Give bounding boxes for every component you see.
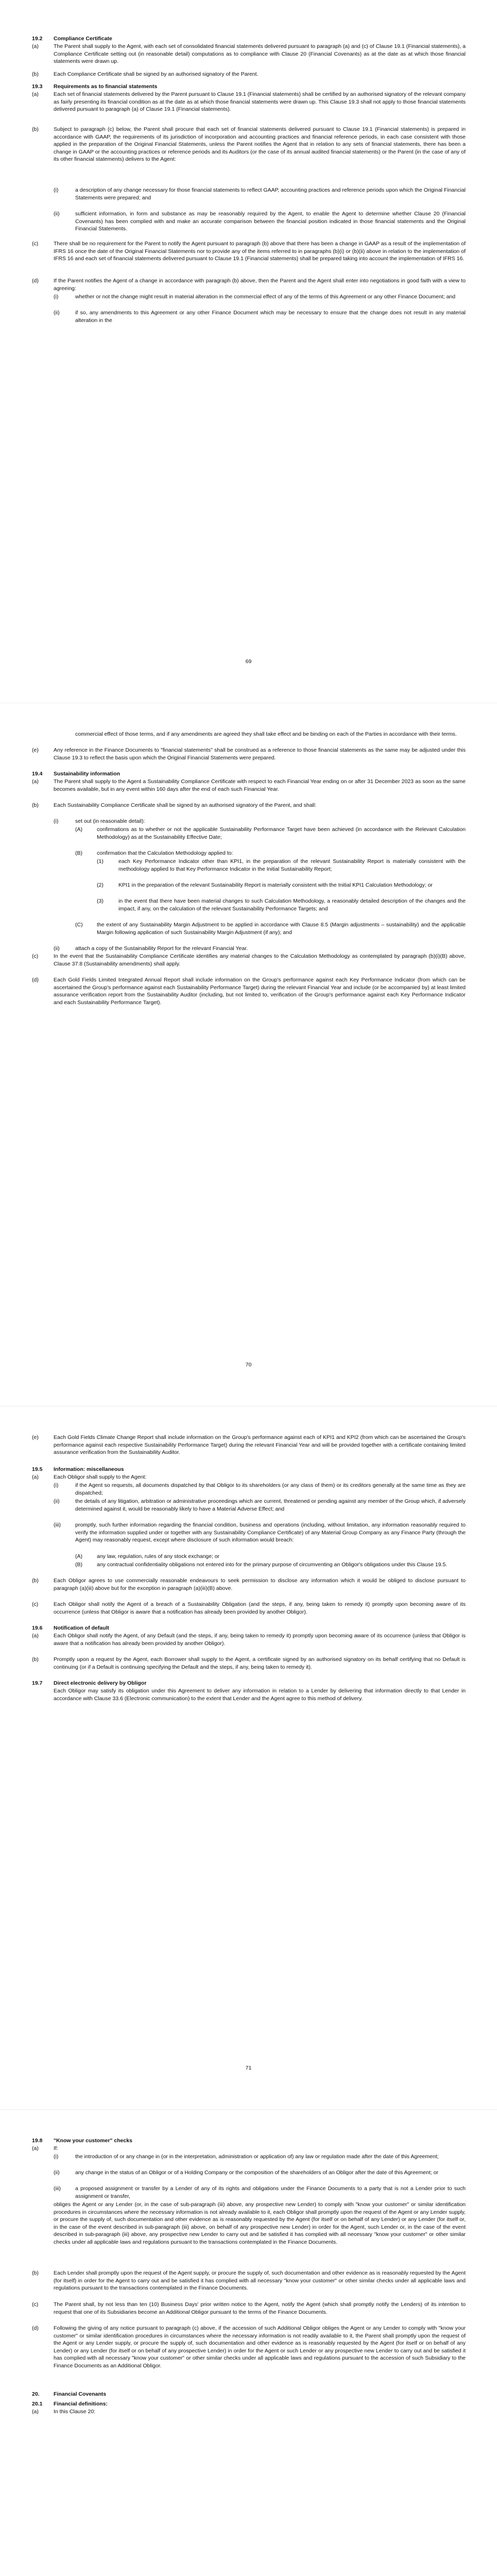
clause-heading: Financial definitions: bbox=[54, 2401, 108, 2407]
paragraph: set out (in reasonable detail): bbox=[75, 818, 145, 824]
clause-heading: "Know your customer" checks bbox=[54, 2138, 132, 2144]
para-label: (2) bbox=[97, 882, 104, 888]
para-label: (B) bbox=[75, 850, 82, 856]
paragraph: Each Sustainability Compliance Certificate shall be signed by an authorised signatory of the Parent, and shall: bbox=[54, 802, 317, 808]
para-label: (i) bbox=[54, 187, 59, 193]
para-label: (a) bbox=[32, 778, 39, 785]
paragraph: Subject to paragraph (c) below, the Parent shall procure that each set of financial statements delivered pursuant to Clause 19.1 (Financial statements) is prepared in accordance with GAAP, the requirements of its jurisdiction of incorporation and accounting practices and financial reference periods, in each case consistent with those applied in the preparation of the Original Financial Statements, unless the Parent notifies the Agent that in relation to any sets of financial statements, there has been a change in GAAP or the accounting practices or reference periods and its Auditors (or the case of its annual audited financial statements) or the Parent (in the case of any of its other financial statements) delivers to the Agent: bbox=[54, 126, 466, 163]
para-label: (c) bbox=[32, 241, 39, 247]
paragraph: the extent of any Sustainability Margin Adjustment to be applied in accordance with Clause 8.5 (Margin adjustments – sustainability) and the applicable Margin following application of such Sustainability Margin Adjustment (if any); and bbox=[97, 922, 466, 936]
paragraph: sufficient information, in form and substance as may be reasonably required by the Agent, to enable the Agent to determine whether Clause 20 (Financial Covenants) has been complied with and make an accurate comparison between the financial position indicated in those financial statements and the Original Financial Statements. bbox=[75, 211, 466, 232]
para-label: (c) bbox=[32, 2301, 39, 2308]
paragraph: any contractual confidentiality obligations not entered into for the primary purpose of circumventing an Obligor's obligations under this Clause 19.5. bbox=[97, 1562, 448, 1568]
paragraph: Each Compliance Certificate shall be signed by an authorised signatory of the Parent. bbox=[54, 71, 259, 77]
document-page-69 bbox=[0, 0, 497, 703]
paragraph: The Parent shall supply to the Agent, with each set of consolidated financial statements delivered pursuant to paragraph (a) and (c) of Clause 19.1 (Financial statements), a Compliance Certificate setting out (in reasonable detail) computations as to compliance with Clause 20 (Financial Covenants) as at the date as at which those financial statements were drawn up. bbox=[54, 43, 466, 65]
paragraph: a proposed assignment or transfer by a Lender of any of its rights and obligations under the Finance Documents to a party that is not a Lender prior to such assignment or transfer, bbox=[75, 2185, 466, 2199]
document-page-72 bbox=[0, 2110, 497, 2576]
para-label: (b) bbox=[32, 1578, 39, 1584]
paragraph: a description of any change necessary for those financial statements to reflect GAAP, accounting practices and reference periods upon which the Original Financial Statements were prepared; and bbox=[75, 187, 466, 201]
paragraph: Promptly upon a request by the Agent, each Borrower shall supply to the Agent, a certificate signed by an authorised signatory on its behalf certifying that no Default is continuing (or if a Default is continuing specifying the Default and the steps, if any, being taken to remedy it). bbox=[54, 1656, 466, 1670]
paragraph: In the event that the Sustainability Compliance Certificate identifies any material changes to the Calculation Methodology as contemplated by paragraph (b)(i)(B) above, Clause 37.8 (Sustainability amendments) shall apply. bbox=[54, 953, 466, 967]
paragraph: attach a copy of the Sustainability Report for the relevant Financial Year. bbox=[75, 945, 248, 952]
para-label: (C) bbox=[75, 922, 83, 928]
paragraph: Each Obligor shall notify the Agent of a breach of a Sustainability Obligation (and the steps, if any, being taken to remedy it) promptly upon becoming aware of its occurrence (unless that Obligor is aware that a notification has already been provided by another Obligor). bbox=[54, 1601, 466, 1615]
para-label: (ii) bbox=[54, 310, 60, 316]
paragraph: If: bbox=[54, 2145, 58, 2151]
paragraph: Following the giving of any notice pursuant to paragraph (c) above, if the accession of such Additional Obligor obliges the Agent or any Lender to comply with "know your customer" or similar identification procedures in circumstances where the necessary information is not readily available to it, the Parent shall promptly upon the request of the Agent or any Lender supply, or procure the supply of, such documentation and other evidence as is reasonably requested by the Agent (for itself or on behalf of any Lender) or any Lender (for itself or on behalf of any prospective Lender) in order for the Agent or such Lender or any prospective new Lender to carry out and be satisfied it has complied with all necessary "know your customer" or other similar checks under all applicable laws and regulations pursuant to the accession of such Subsidiary to the Finance Documents as an Additional Obligor. bbox=[54, 2325, 466, 2369]
para-label: (i) bbox=[54, 294, 59, 300]
clause-number: 19.7 bbox=[32, 1680, 43, 1686]
paragraph: If the Parent notifies the Agent of a change in accordance with paragraph (b) above, then the Parent and the Agent shall enter into negotiations in good faith with a view to agreeing: bbox=[54, 278, 466, 292]
paragraph: Each Gold Fields Limited Integrated Annual Report shall include information on the Group's performance against each Key Performance Indicator (from which can be ascertained the Group's performance against each Sustainability Performance Target) during the relevant Financial Year and include (or be accompanied by) at least limited assurance verification report from the Sustainability Auditor (including, but not limited to, verification of the Group's performance against each Key Performance Indicator and each Sustainability Performance Target). bbox=[54, 977, 466, 1006]
paragraph: promptly, such further information regarding the financial condition, business and operations (including, without limitation, any information reasonably required to verify the information supplied under or together with any Sustainability Compliance Certificate) of any Material Group Company as any Finance Party (through the Agent) may reasonably request, except where disclosure of such information would breach: bbox=[75, 1522, 466, 1544]
paragraph: confirmation that the Calculation Methodology applied to: bbox=[97, 850, 233, 856]
para-label: (A) bbox=[75, 826, 82, 833]
clause-number: 19.3 bbox=[32, 83, 43, 90]
paragraph: Each set of financial statements delivered by the Parent pursuant to Clause 19.1 (Financial statements) shall be certified by an authorised signatory of the relevant company as fairly presenting its financial condition as at the date as at which those financial statements were drawn up. This Clause 19.3 shall not apply to those financial statements delivered pursuant to paragraph (a) of Clause 19.1 (Financial statements). bbox=[54, 91, 466, 113]
document-page-70 bbox=[0, 703, 497, 1406]
section-number: 20. bbox=[32, 2391, 40, 2397]
para-label: (c) bbox=[32, 1601, 39, 1607]
clause-number: 19.5 bbox=[32, 1466, 43, 1472]
paragraph: There shall be no requirement for the Parent to notify the Agent pursuant to paragraph (b) above that there has been a change in GAAP as a result of the implementation of IFRS 16 once the date of the Original Financial Statements nor to provide any of the items referred to in paragraphs (b)(i) or (b)(ii) above in relation to the implementation of IFRS 16 and each set of financial statements delivered pursuant to Clause 19.1 (Financial statements) shall be prepared taking into account the implementation of IFRS 16. bbox=[54, 241, 466, 262]
paragraph: The Parent shall, by not less than ten (10) Business Days' prior written notice to the Agent, notify the Agent (which shall promptly notify the Lenders) of its intention to request that one of its Subsidiaries become an Additional Obligor pursuant to the terms of the Finance Documents. bbox=[54, 2301, 466, 2315]
paragraph: any law, regulation, rules of any stock exchange; or bbox=[97, 1553, 220, 1560]
clause-heading: Sustainability information bbox=[54, 771, 120, 777]
para-label: (a) bbox=[32, 2409, 39, 2415]
para-label: (d) bbox=[32, 977, 39, 983]
para-label: (e) bbox=[32, 747, 39, 753]
section-heading: Financial Covenants bbox=[54, 2391, 107, 2397]
paragraph: The Parent shall supply to the Agent a Sustainability Compliance Certificate with respect to each Financial Year ending on or after 31 December 2023 as soon as the same becomes available, but in any event within 160 days after the end of each such Financial Year. bbox=[54, 778, 466, 792]
paragraph: Each Obligor agrees to use commercially reasonable endeavours to seek permission to disclose any information which it would be obliged to disclose pursuant to paragraph (a)(iii) above but for the exception in paragraph (a)(iii)(B) above. bbox=[54, 1578, 466, 1591]
para-label: (i) bbox=[54, 2154, 59, 2160]
clause-number: 20.1 bbox=[32, 2401, 43, 2407]
clause-heading: Requirements as to financial statements bbox=[54, 83, 158, 90]
paragraph: Each Gold Fields Climate Change Report shall include information on the Group's performance against each of KPI1 and KPI2 (from which can be ascertained the Group's performance against each respective Sustainability Performance Target) during the relevant Financial Year and will be provided together with a certificate containing limited assurance verification from the Sustainability Auditor. bbox=[54, 1434, 466, 1456]
para-label: (a) bbox=[32, 1633, 39, 1639]
para-label: (b) bbox=[32, 71, 39, 77]
clause-number: 19.2 bbox=[32, 36, 43, 42]
clause-number: 19.8 bbox=[32, 2138, 43, 2144]
page-number: 70 bbox=[245, 1362, 252, 1368]
para-label: (iii) bbox=[54, 1522, 61, 1528]
clause-number: 19.4 bbox=[32, 771, 43, 777]
para-label: (i) bbox=[54, 818, 59, 824]
para-label: (a) bbox=[32, 2145, 39, 2151]
paragraph: if so, any amendments to this Agreement or any other Finance Document which may be necessary to ensure that the change does not result in any material alteration in the bbox=[75, 310, 466, 324]
paragraph: In this Clause 20: bbox=[54, 2409, 96, 2415]
para-label: (3) bbox=[97, 898, 104, 904]
para-label: (iii) bbox=[54, 2185, 61, 2192]
paragraph: commercial effect of those terms, and if any amendments are agreed they shall take effect and be binding on each of the Parties in accordance with their terms. bbox=[75, 731, 457, 737]
para-label: (b) bbox=[32, 126, 39, 132]
para-label: (e) bbox=[32, 1434, 39, 1440]
para-label: (ii) bbox=[54, 211, 60, 217]
paragraph: Any reference in the Finance Documents to "financial statements" shall be construed as a reference to those financial statements as the same may be adjusted under this Clause 19.3 to reflect the basis upon which the Original Financial Statements were prepared. bbox=[54, 747, 466, 761]
para-label: (ii) bbox=[54, 1498, 60, 1504]
para-label: (B) bbox=[75, 1562, 82, 1568]
paragraph: Each Lender shall promptly upon the request of the Agent supply, or procure the supply of, such documentation and other evidence as is reasonably requested by the Agent (for itself) in order for the Agent to carry out and be satisfied it has complied with all necessary "know your customer" or other similar checks under all applicable laws and regulations pursuant to the transactions contemplated in the Finance Documents. bbox=[54, 2270, 466, 2292]
paragraph: if the Agent so requests, all documents dispatched by that Obligor to its shareholders (or any class of them) or its creditors generally at the same time as they are dispatched; bbox=[75, 1482, 466, 1496]
clause-number: 19.6 bbox=[32, 1625, 43, 1631]
para-label: (b) bbox=[32, 802, 39, 808]
para-label: (ii) bbox=[54, 945, 60, 952]
paragraph: Each Obligor shall notify the Agent, of any Default (and the steps, if any, being taken to remedy it) promptly upon becoming aware of its occurrence (unless that Obligor is aware that a notification has already been provided by another Obligor). bbox=[54, 1633, 466, 1647]
page-number: 71 bbox=[245, 2065, 252, 2071]
para-label: (a) bbox=[32, 1474, 39, 1480]
para-label: (a) bbox=[32, 43, 39, 49]
para-label: (b) bbox=[32, 1656, 39, 1663]
para-label: (c) bbox=[32, 953, 39, 959]
para-label: (d) bbox=[32, 278, 39, 284]
page-number: 69 bbox=[245, 658, 252, 665]
paragraph: whether or not the change might result in material alteration in the commercial effect of any of the terms of this Agreement or any other Finance Document; and bbox=[75, 294, 456, 300]
clause-heading: Direct electronic delivery by Obligor bbox=[54, 1680, 147, 1686]
paragraph: Each Obligor may satisfy its obligation under this Agreement to deliver any information in relation to a Lender by delivering that information directly to that Lender in accordance with Clause 33.6 (Electronic communication) to the extent that Lender and the Agent agree to this method of delivery. bbox=[54, 1688, 466, 1702]
para-label: (b) bbox=[32, 2270, 39, 2276]
paragraph: Each Obligor shall supply to the Agent: bbox=[54, 1474, 147, 1480]
para-label: (1) bbox=[97, 858, 104, 865]
paragraph: any change in the status of an Obligor or of a Holding Company or the composition of the shareholders of an Obligor after the date of this Agreement; or bbox=[75, 2170, 439, 2176]
paragraph: each Key Performance Indicator other than KPI1, in the preparation of the relevant Sustainability Report is materially consistent with the methodology applied to that Key Performance Indicator in the Initial Sustainability Report; bbox=[118, 858, 466, 872]
para-label: (a) bbox=[32, 91, 39, 97]
para-label: (ii) bbox=[54, 2170, 60, 2176]
para-label: (i) bbox=[54, 1482, 59, 1488]
para-label: (A) bbox=[75, 1553, 82, 1560]
document-page-71 bbox=[0, 1406, 497, 2110]
clause-heading: Notification of default bbox=[54, 1625, 109, 1631]
paragraph: the details of any litigation, arbitration or administrative proceedings which are current, threatened or pending against any member of the Group which, if adversely determined against it, would be reasonably likely to have a Material Adverse Effect; and bbox=[75, 1498, 466, 1512]
paragraph: obliges the Agent or any Lender (or, in the case of sub-paragraph (iii) above, any prospective new Lender) to comply with "know your customer" or similar identification procedures in circumstances where the necessary information is not already available to it, each Obligor shall promptly upon the request of the Agent or any Lender supply, or procure the supply of, such documentation and other evidence as is reasonably requested by the Agent (for itself or on behalf of any Lender) or any Lender (for itself or, in the case of the event described in sub-paragraph (iii) above, on behalf of any prospective new Lender) in order for the Agent, such Lender or, in the case of the event described in sub-paragraph (iii) above, any prospective new Lender to carry out and be satisfied it has complied with all necessary "know your customer" or other similar checks under all applicable laws and regulations pursuant to the transactions contemplated in the Finance Documents. bbox=[54, 2201, 466, 2245]
paragraph: confirmations as to whether or not the applicable Sustainability Performance Target have been achieved (in accordance with the Relevant Calculation Methodology) as at the Sustainability Effective Date; bbox=[97, 826, 466, 840]
paragraph: KPI1 in the preparation of the relevant Sustainability Report is materially consistent with the Initial KPI1 Calculation Methodology; or bbox=[118, 882, 433, 888]
clause-heading: Compliance Certificate bbox=[54, 36, 112, 42]
clause-heading: Information: miscellaneous bbox=[54, 1466, 124, 1472]
paragraph: the introduction of or any change in (or in the interpretation, administration or application of) any law or regulation made after the date of this Agreement; bbox=[75, 2154, 439, 2160]
paragraph: in the event that there have been material changes to such Calculation Methodology, a reasonably detailed description of the changes and the impact, if any, on the calculation of the relevant Sustainability Performance Targets; and bbox=[118, 898, 466, 912]
para-label: (d) bbox=[32, 2325, 39, 2331]
